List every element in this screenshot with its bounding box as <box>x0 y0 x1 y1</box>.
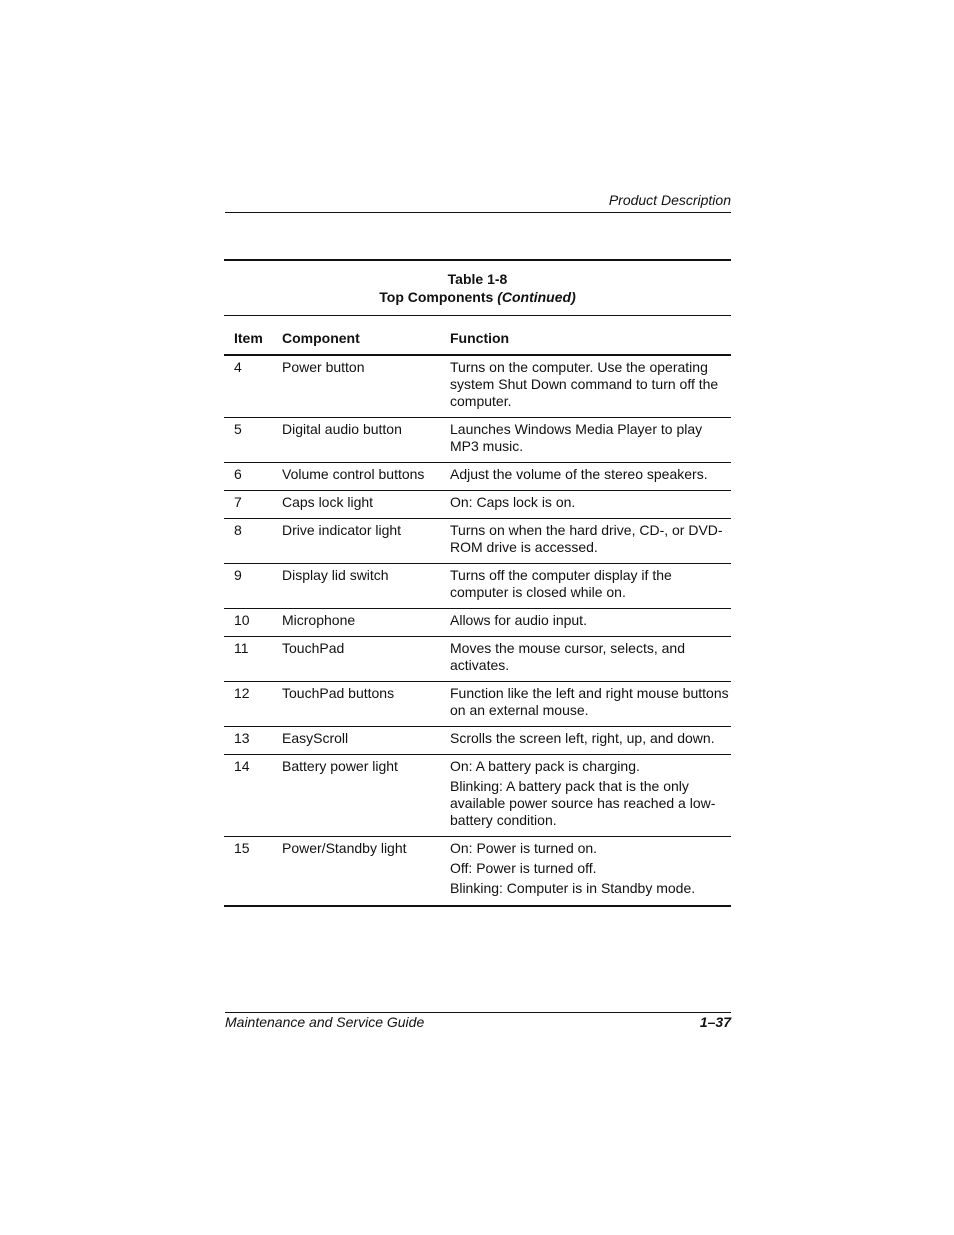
table-row <box>224 355 731 418</box>
footer-page-number: 1–37 <box>699 1014 731 1030</box>
table-row <box>224 837 731 907</box>
cell-item-number: 13 <box>224 727 282 755</box>
cell-component: Microphone <box>282 609 450 637</box>
table-row <box>224 727 731 755</box>
footer-guide-title: Maintenance and Service Guide <box>225 1014 425 1030</box>
cell-function <box>450 491 731 519</box>
cell-function <box>450 564 731 609</box>
table-row <box>224 519 731 564</box>
cell-component: TouchPad <box>282 637 450 682</box>
function-line: Turns on when the hard drive, CD-, or DVD-ROM drive is accessed. <box>450 522 723 555</box>
cell-function <box>450 755 731 837</box>
column-header-component: Component <box>282 316 450 355</box>
table-header-row <box>224 316 731 355</box>
cell-item-number: 15 <box>224 837 282 907</box>
cell-item-number: 10 <box>224 609 282 637</box>
cell-component: Power button <box>282 355 450 418</box>
cell-component: Display lid switch <box>282 564 450 609</box>
function-line: Allows for audio input. <box>450 612 587 628</box>
cell-item-number: 7 <box>224 491 282 519</box>
table-row <box>224 755 731 837</box>
table-title-line <box>224 288 731 306</box>
cell-function <box>450 682 731 727</box>
cell-function <box>450 837 731 907</box>
table-title-suffix: (Continued) <box>497 289 576 305</box>
column-header-item: Item <box>224 316 282 355</box>
cell-function <box>450 727 731 755</box>
table-caption <box>224 261 731 316</box>
cell-item-number: 8 <box>224 519 282 564</box>
table-row <box>224 491 731 519</box>
function-line: On: Caps lock is on. <box>450 494 576 510</box>
cell-component: EasyScroll <box>282 727 450 755</box>
cell-component: Caps lock light <box>282 491 450 519</box>
running-head-section-title: Product Description <box>608 192 731 208</box>
components-table-block <box>224 259 731 907</box>
function-line: Moves the mouse cursor, selects, and activates. <box>450 640 685 673</box>
function-line: Turns off the computer display if the computer is closed while on. <box>450 567 672 600</box>
cell-item-number: 4 <box>224 355 282 418</box>
table-row <box>224 564 731 609</box>
cell-component: Battery power light <box>282 755 450 837</box>
cell-function <box>450 463 731 491</box>
table-row <box>224 463 731 491</box>
cell-function <box>450 355 731 418</box>
cell-function <box>450 637 731 682</box>
cell-item-number: 11 <box>224 637 282 682</box>
cell-item-number: 6 <box>224 463 282 491</box>
cell-item-number: 5 <box>224 418 282 463</box>
table-row <box>224 637 731 682</box>
cell-component: Drive indicator light <box>282 519 450 564</box>
cell-component: Volume control buttons <box>282 463 450 491</box>
function-line: Launches Windows Media Player to play MP3 music. <box>450 421 703 454</box>
function-line: Scrolls the screen left, right, up, and down. <box>450 730 715 746</box>
function-line: Off: Power is turned off. <box>450 860 597 876</box>
function-line: Blinking: A battery pack that is the only available power source has reached a low-battery condition. <box>450 778 716 828</box>
table-row <box>224 682 731 727</box>
cell-function <box>450 418 731 463</box>
cell-component: TouchPad buttons <box>282 682 450 727</box>
function-line: Adjust the volume of the stereo speakers. <box>450 466 708 482</box>
table-number: Table 1-8 <box>447 271 508 287</box>
function-line: Blinking: Computer is in Standby mode. <box>450 880 696 896</box>
components-table <box>224 316 731 907</box>
cell-item-number: 14 <box>224 755 282 837</box>
function-line: Turns on the computer. Use the operating system Shut Down command to turn off the computer. <box>450 359 719 409</box>
function-line: Function like the left and right mouse buttons on an external mouse. <box>450 685 729 718</box>
cell-item-number: 12 <box>224 682 282 727</box>
cell-function <box>450 519 731 564</box>
header-rule <box>225 212 731 213</box>
table-title: Top Components <box>379 289 494 305</box>
footer-rule <box>225 1012 731 1013</box>
column-header-function: Function <box>450 316 731 355</box>
cell-component: Digital audio button <box>282 418 450 463</box>
function-line: On: A battery pack is charging. <box>450 758 640 774</box>
cell-function <box>450 609 731 637</box>
table-row <box>224 418 731 463</box>
cell-component: Power/Standby light <box>282 837 450 907</box>
table-row <box>224 609 731 637</box>
cell-item-number: 9 <box>224 564 282 609</box>
function-line: On: Power is turned on. <box>450 840 598 856</box>
